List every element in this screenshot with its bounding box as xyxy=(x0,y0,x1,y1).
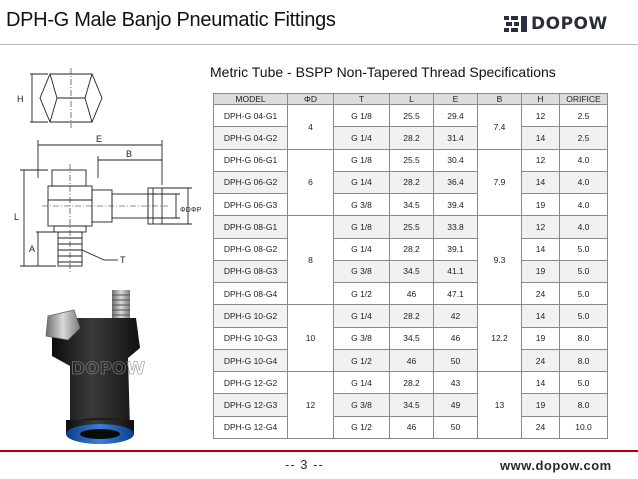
table-cell: DPH-G 08-G3 xyxy=(214,260,288,282)
table-cell: DPH-G 08-G1 xyxy=(214,216,288,238)
table-cell: DPH-G 12-G2 xyxy=(214,372,288,394)
table-row xyxy=(214,327,608,349)
table-cell: 46 xyxy=(390,283,434,305)
table-row xyxy=(214,305,608,327)
spec-table xyxy=(213,93,608,439)
table-cell: G 1/2 xyxy=(334,416,390,438)
table-cell: 19 xyxy=(522,394,560,416)
table-cell: 10 xyxy=(288,305,334,372)
table-cell: G 1/4 xyxy=(334,171,390,193)
table-cell: G 3/8 xyxy=(334,260,390,282)
table-cell: G 1/8 xyxy=(334,149,390,171)
column-header: H xyxy=(522,94,560,105)
table-cell: 34.5 xyxy=(390,260,434,282)
table-cell: 28.2 xyxy=(390,171,434,193)
table-cell: 19 xyxy=(522,327,560,349)
table-cell: G 1/4 xyxy=(334,372,390,394)
table-cell: G 1/4 xyxy=(334,238,390,260)
table-cell: 41.1 xyxy=(434,260,478,282)
dim-phi-p-label: ΦP xyxy=(191,207,202,214)
table-row xyxy=(214,194,608,216)
table-cell: 5.0 xyxy=(560,372,608,394)
table-cell: DPH-G 12-G4 xyxy=(214,416,288,438)
dim-e-label: E xyxy=(96,134,103,144)
table-cell: 7.9 xyxy=(478,149,522,216)
table-cell: DPH-G 10-G3 xyxy=(214,327,288,349)
table-cell: G 1/4 xyxy=(334,305,390,327)
table-cell: 14 xyxy=(522,127,560,149)
table-cell: 25.5 xyxy=(390,105,434,127)
column-header: E xyxy=(434,94,478,105)
table-cell: G 1/2 xyxy=(334,349,390,371)
table-cell: G 3/8 xyxy=(334,394,390,416)
table-cell: 14 xyxy=(522,305,560,327)
table-cell: 28.2 xyxy=(390,305,434,327)
table-cell: 36.4 xyxy=(434,171,478,193)
table-cell: 12 xyxy=(522,149,560,171)
table-cell: 39.1 xyxy=(434,238,478,260)
table-row xyxy=(214,171,608,193)
dim-h-label: H xyxy=(17,94,24,104)
table-cell: 14 xyxy=(522,372,560,394)
table-cell: 5.0 xyxy=(560,283,608,305)
website-url: www.dopow.com xyxy=(500,458,612,473)
table-row xyxy=(214,416,608,438)
page-number: -- 3 -- xyxy=(285,457,324,472)
table-cell: G 3/8 xyxy=(334,327,390,349)
table-row xyxy=(214,238,608,260)
column-header: B xyxy=(478,94,522,105)
table-cell: 5.0 xyxy=(560,260,608,282)
column-header: L xyxy=(390,94,434,105)
table-cell: 49 xyxy=(434,394,478,416)
table-cell: 25.5 xyxy=(390,149,434,171)
dim-b-label: B xyxy=(126,149,133,159)
table-cell: 13 xyxy=(478,372,522,439)
table-row xyxy=(214,372,608,394)
table-cell: 10.0 xyxy=(560,416,608,438)
table-cell: DPH-G 10-G2 xyxy=(214,305,288,327)
header-divider xyxy=(0,44,638,45)
table-row xyxy=(214,149,608,171)
table-cell: 4.0 xyxy=(560,171,608,193)
table-cell: 43 xyxy=(434,372,478,394)
table-cell: 6 xyxy=(288,149,334,216)
table-cell: 46 xyxy=(390,416,434,438)
table-cell: 42 xyxy=(434,305,478,327)
table-cell: 24 xyxy=(522,349,560,371)
spec-table-header xyxy=(214,94,608,105)
table-cell: 12 xyxy=(522,105,560,127)
table-cell: 31.4 xyxy=(434,127,478,149)
product-photo xyxy=(40,288,175,446)
table-cell: DPH-G 10-G4 xyxy=(214,349,288,371)
table-row xyxy=(214,394,608,416)
table-cell: 12.2 xyxy=(478,305,522,372)
table-cell: 2.5 xyxy=(560,127,608,149)
table-cell: DPH-G 04-G1 xyxy=(214,105,288,127)
table-cell: 7.4 xyxy=(478,105,522,150)
table-cell: G 1/8 xyxy=(334,105,390,127)
column-header: ORIFICE xyxy=(560,94,608,105)
table-cell: 25.5 xyxy=(390,216,434,238)
column-header: T xyxy=(334,94,390,105)
table-row xyxy=(214,105,608,127)
table-cell: 8.0 xyxy=(560,394,608,416)
table-cell: G 3/8 xyxy=(334,194,390,216)
table-cell: 46 xyxy=(390,349,434,371)
table-cell: 8.0 xyxy=(560,349,608,371)
column-header: ΦD xyxy=(288,94,334,105)
table-cell: 28.2 xyxy=(390,372,434,394)
dim-a-label: A xyxy=(29,244,36,254)
table-cell: 50 xyxy=(434,416,478,438)
table-cell: 8 xyxy=(288,216,334,305)
table-cell: 14 xyxy=(522,238,560,260)
table-cell: DPH-G 08-G2 xyxy=(214,238,288,260)
logo-text: DOPOW xyxy=(531,14,608,34)
table-cell: 50 xyxy=(434,349,478,371)
table-cell: 4 xyxy=(288,105,334,150)
specs-title: Metric Tube - BSPP Non-Tapered Thread Specifications xyxy=(210,64,556,80)
table-cell: G 1/2 xyxy=(334,283,390,305)
table-row xyxy=(214,349,608,371)
table-cell: G 1/8 xyxy=(334,216,390,238)
table-cell: DPH-G 06-G3 xyxy=(214,194,288,216)
table-cell: 46 xyxy=(434,327,478,349)
table-cell: 8.0 xyxy=(560,327,608,349)
table-row xyxy=(214,260,608,282)
table-cell: 33.8 xyxy=(434,216,478,238)
table-cell: G 1/4 xyxy=(334,127,390,149)
table-row xyxy=(214,127,608,149)
table-cell: 34.5 xyxy=(390,327,434,349)
table-cell: 5.0 xyxy=(560,238,608,260)
table-cell: DPH-G 04-G2 xyxy=(214,127,288,149)
technical-drawing xyxy=(12,60,207,275)
table-cell: 2.5 xyxy=(560,105,608,127)
table-cell: DPH-G 06-G2 xyxy=(214,171,288,193)
dopow-logo-icon xyxy=(503,15,529,33)
table-cell: 47.1 xyxy=(434,283,478,305)
table-cell: 4.0 xyxy=(560,216,608,238)
column-header: MODEL xyxy=(214,94,288,105)
table-cell: 12 xyxy=(522,216,560,238)
table-cell: 30.4 xyxy=(434,149,478,171)
dim-phi-d-label: ΦD xyxy=(180,207,191,214)
dim-l-label: L xyxy=(14,212,20,222)
table-cell: DPH-G 12-G3 xyxy=(214,394,288,416)
table-cell: 4.0 xyxy=(560,149,608,171)
brand-logo xyxy=(503,14,608,34)
dim-t-label: T xyxy=(120,255,126,265)
table-row xyxy=(214,216,608,238)
table-cell: 9.3 xyxy=(478,216,522,305)
table-cell: 39.4 xyxy=(434,194,478,216)
watermark-text: DOPOW xyxy=(70,359,146,379)
table-cell: 28.2 xyxy=(390,127,434,149)
footer-divider xyxy=(0,450,638,452)
table-cell: 19 xyxy=(522,194,560,216)
table-cell: 24 xyxy=(522,283,560,305)
table-cell: 12 xyxy=(288,372,334,439)
table-cell: 29.4 xyxy=(434,105,478,127)
table-cell: 5.0 xyxy=(560,305,608,327)
page-title: DPH-G Male Banjo Pneumatic Fittings xyxy=(6,9,336,31)
table-cell: 34.5 xyxy=(390,194,434,216)
table-row xyxy=(214,283,608,305)
table-cell: 34.5 xyxy=(390,394,434,416)
table-cell: 19 xyxy=(522,260,560,282)
table-cell: 14 xyxy=(522,171,560,193)
table-cell: DPH-G 08-G4 xyxy=(214,283,288,305)
table-cell: DPH-G 06-G1 xyxy=(214,149,288,171)
table-cell: 24 xyxy=(522,416,560,438)
spec-table-body xyxy=(214,105,608,439)
table-cell: 4.0 xyxy=(560,194,608,216)
table-cell: 28.2 xyxy=(390,238,434,260)
